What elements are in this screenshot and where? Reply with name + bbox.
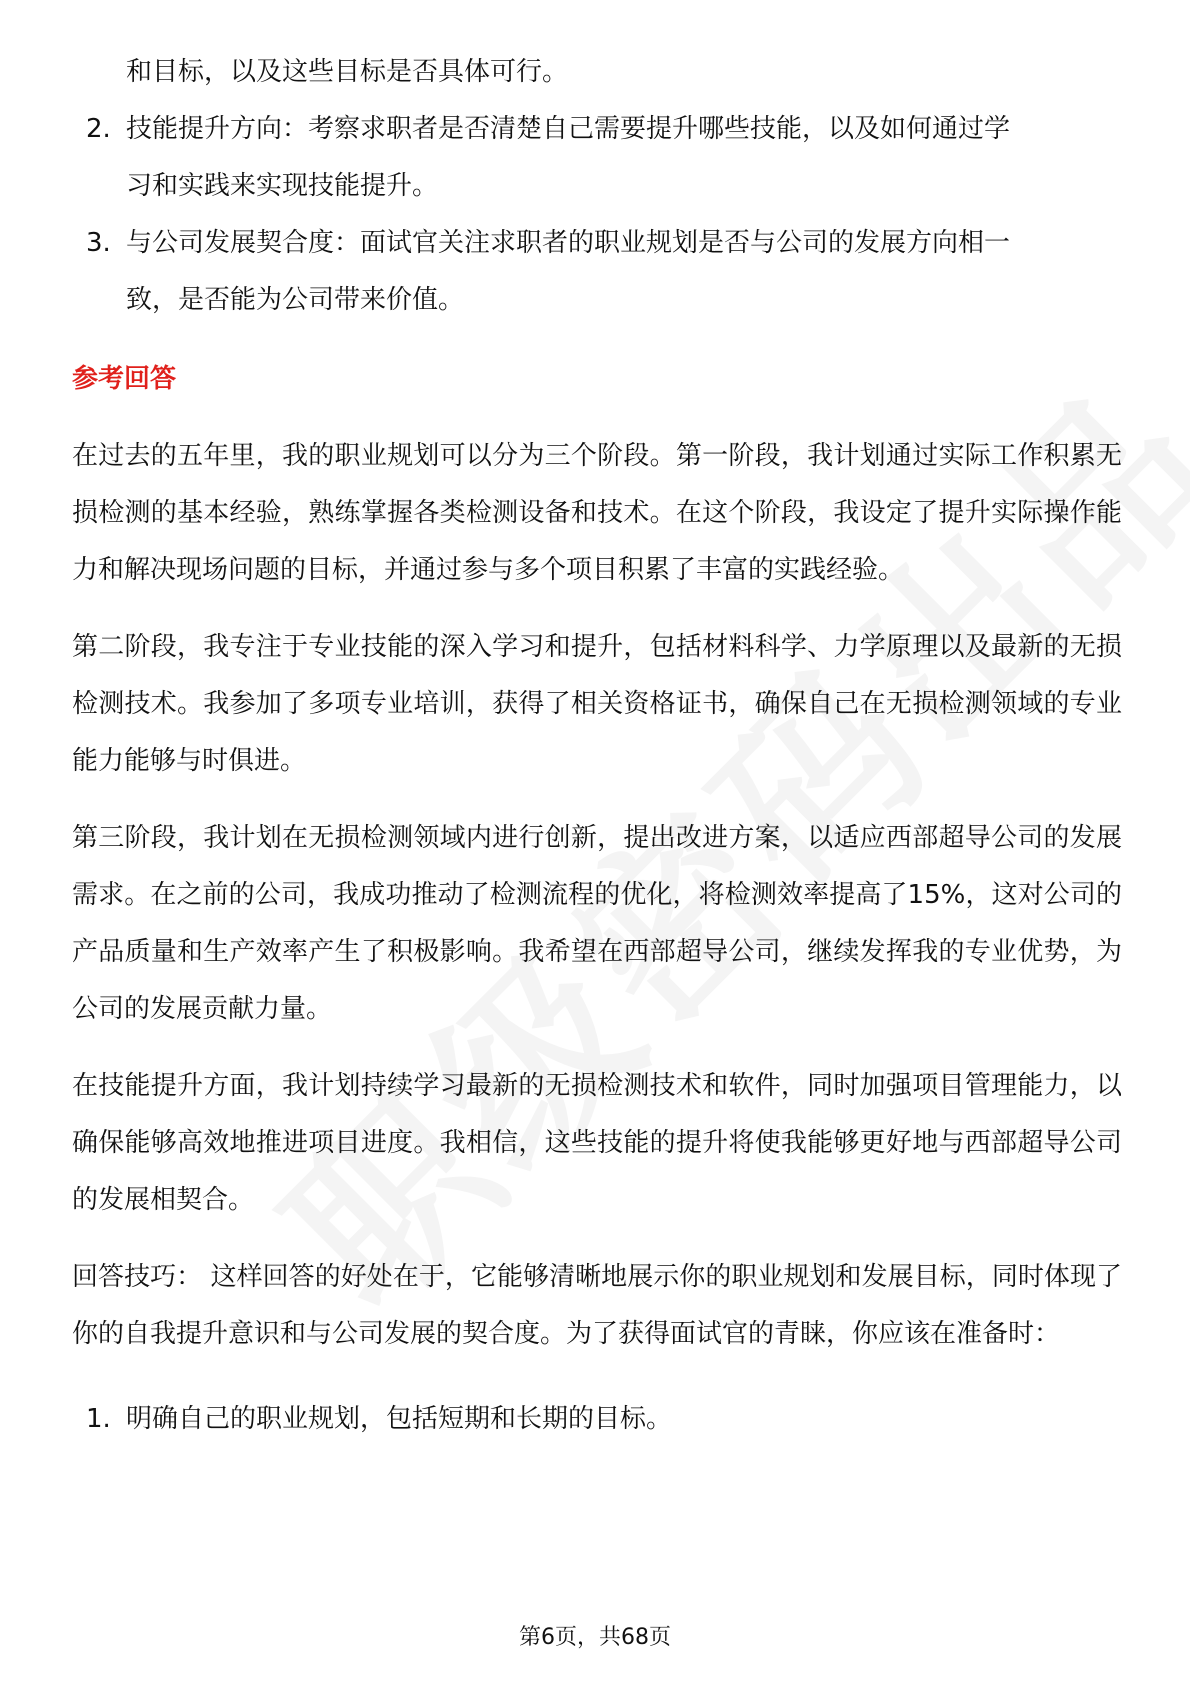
- page-content: [72, 44, 1122, 1448]
- list-text-line: 与公司发展契合度：面试官关注求职者的职业规划是否与公司的发展方向相一: [126, 228, 1011, 258]
- answer-paragraph-4: 在技能提升方面，我计划持续学习最新的无损检测技术和软件，同时加强项目管理能力，以确保能够高效地推进项目进度。我相信，这些技能的提升将使我能够更好地与西部超导公司的发展相契合。: [72, 1071, 1122, 1215]
- page-number-footer: 第6页，共68页: [519, 1625, 671, 1650]
- list-text-line: 习和实践来实现技能提升。: [126, 171, 439, 201]
- list-text-line: 明确自己的职业规划，包括短期和长期的目标。: [126, 1404, 673, 1434]
- list-text-line: 致，是否能为公司带来价值。: [126, 285, 465, 315]
- list-number: 2.: [86, 114, 111, 144]
- answer-heading: 参考回答: [72, 364, 177, 394]
- list-number: 1.: [86, 1404, 111, 1434]
- answer-paragraph-2: 第二阶段，我专注于专业技能的深入学习和提升，包括材料科学、力学原理以及最新的无损检测技术。我参加了多项专业培训，获得了相关资格证书，确保自己在无损检测领域的专业能力能够与时俱进。: [72, 632, 1122, 776]
- criteria-item-2: [72, 101, 1122, 215]
- list-text-line: 技能提升方向：考察求职者是否清楚自己需要提升哪些技能，以及如何通过学: [126, 114, 1011, 144]
- list-number: 3.: [86, 228, 111, 258]
- answer-paragraph-3: 第三阶段，我计划在无损检测领域内进行创新，提出改进方案，以适应西部超导公司的发展需求。在之前的公司，我成功推动了检测流程的优化，将检测效率提高了15%，这对公司的产品质量和生产效率产生了积极影响。我希望在西部超导公司，继续发挥我的专业优势，为公司的发展贡献力量。: [72, 823, 1122, 1024]
- list-item-continuation: 和目标，以及这些目标是否具体可行。: [126, 57, 569, 87]
- criteria-item-3: [72, 215, 1122, 329]
- tip-item-1: [72, 1391, 1122, 1448]
- tips-paragraph: 回答技巧： 这样回答的好处在于，它能够清晰地展示你的职业规划和发展目标，同时体现了你的自我提升意识和与公司发展的契合度。为了获得面试官的青睐，你应该在准备时：: [72, 1262, 1122, 1349]
- answer-paragraph-1: 在过去的五年里，我的职业规划可以分为三个阶段。第一阶段，我计划通过实际工作积累无损检测的基本经验，熟练掌握各类检测设备和技术。在这个阶段，我设定了提升实际操作能力和解决现场问题的目标，并通过参与多个项目积累了丰富的实践经验。: [72, 441, 1122, 585]
